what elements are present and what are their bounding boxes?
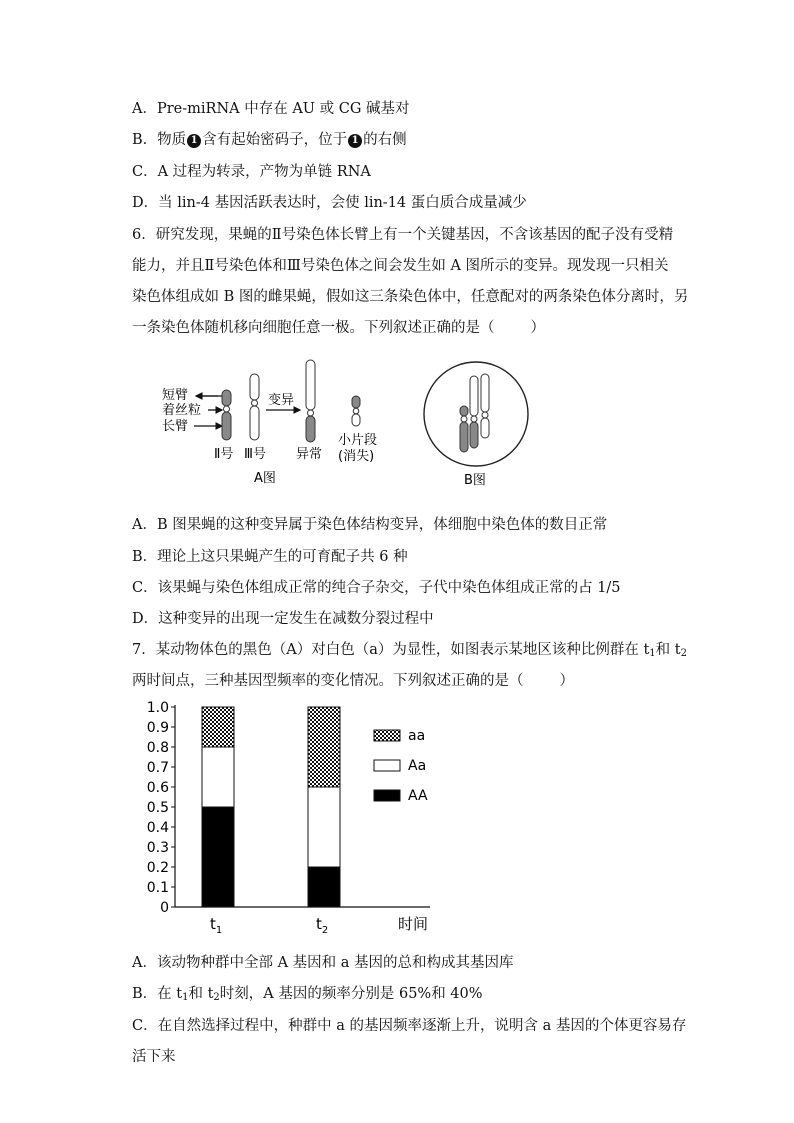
q6-option-a: A．B 图果蝇的这种变异属于染色体结构变异，体细胞中染色体的数目正常 <box>132 517 608 533</box>
q7-stem-line2-text: 两时间点，三种基因型频率的变化情况。下列叙述正确的是（ <box>132 673 524 689</box>
q5-option-b-part2: 含有起始密码子，位于 <box>202 132 348 148</box>
q7-option-b <box>132 982 483 1003</box>
legend-swatch-AA <box>374 790 400 801</box>
q7-stem-part2: 和 t <box>655 642 681 658</box>
q7-stem-line2 <box>132 669 574 690</box>
q6-stem-line4-text: 一条染色体随机移向细胞任意一极。下列叙述正确的是（ <box>132 320 495 336</box>
chromosome-abnormal <box>306 360 315 442</box>
label-lost: (消失) <box>338 449 375 464</box>
subscript-1: 1 <box>649 648 656 659</box>
y-tick-label: 0.2 <box>146 860 169 876</box>
q5-option-b-part1: B．物质 <box>132 132 187 148</box>
q6-stem-line4 <box>132 316 545 337</box>
q6-stem-line1: 6．研究发现，果蝇的Ⅱ号染色体长臂上有一个关键基因，不含该基因的配子没有受精 <box>132 227 674 243</box>
figure-a-chromosome-translocation <box>150 352 390 492</box>
bar-aa-t1 <box>202 707 234 747</box>
label-centromere: 着丝粒 <box>162 403 202 418</box>
x-axis-label: 时间 <box>398 915 429 933</box>
legend-swatch-aa <box>374 730 400 741</box>
x-tick-label: $t_2$ <box>316 915 329 936</box>
y-tick-label: 0.8 <box>146 740 169 756</box>
figure-b-caption: B图 <box>464 473 486 488</box>
q5-option-c: C．A 过程为转录，产物为单链 RNA <box>132 164 371 180</box>
label-abnormal: 异常 <box>296 447 323 462</box>
legend-label-AA: AA <box>408 788 428 804</box>
y-tick-label: 0.1 <box>146 880 169 896</box>
y-tick-label: 0.7 <box>146 760 169 776</box>
label-chr2: Ⅱ号 <box>214 447 234 462</box>
y-tick-label: 0.6 <box>146 780 169 796</box>
circled-number-icon: 1 <box>348 134 362 148</box>
figure-b-cell <box>420 360 540 490</box>
y-tick-label: 0 <box>160 900 169 916</box>
label-mutation: 变异 <box>268 393 295 408</box>
label-small-fragment: 小片段 <box>338 433 378 448</box>
y-tick-label: 0.3 <box>146 840 169 856</box>
bar-aa-t2 <box>308 707 340 787</box>
q7-stem-part1: 7．某动物体色的黑色（A）对白色（a）为显性，如图表示某地区该种比例群在 t <box>132 642 650 658</box>
q6-option-b: B．理论上这只果蝇产生的可育配子共 6 种 <box>132 549 408 565</box>
q6-stem-line2: 能力，并且Ⅱ号染色体和Ⅲ号染色体之间会发生如 A 图所示的变异。现发现一只相关 <box>132 258 669 274</box>
bar-AA-t1 <box>202 807 234 907</box>
y-tick-label: 0.4 <box>146 820 169 836</box>
label-long-arm: 长臂 <box>162 419 189 434</box>
q5-option-d: D．当 lin-4 基因活跃表达时，会使 lin-14 蛋白质合成量减少 <box>132 195 527 211</box>
subscript-2: 2 <box>213 992 220 1003</box>
figure-a-caption: A图 <box>254 471 276 486</box>
genotype-frequency-chart <box>130 695 450 940</box>
q7-option-c-line1: C．在自然选择过程中，种群中 a 的基因频率逐渐上升，说明含 a 基因的个体更容易存 <box>132 1018 687 1034</box>
q6-option-d: D．这种变异的出现一定发生在减数分裂过程中 <box>132 611 434 627</box>
bar-AA-t2 <box>308 867 340 907</box>
subscript-1: 1 <box>182 992 189 1003</box>
q7-option-a: A．该动物种群中全部 A 基因和 a 基因的总和构成其基因库 <box>132 955 514 971</box>
subscript-2: 2 <box>680 648 687 659</box>
legend-label-aa: aa <box>408 728 426 744</box>
q6-stem-line3: 染色体组成如 B 图的雌果蝇，假如这三条染色体中，任意配对的两条染色体分离时，另 <box>132 289 689 305</box>
q6-stem-paren-close: ） <box>530 320 545 336</box>
q7-stem-paren-close: ） <box>559 673 574 689</box>
bar-Aa-t1 <box>202 747 234 807</box>
q7-option-b-part2: 和 t <box>188 986 214 1002</box>
q5-option-b-part3: 的右侧 <box>363 132 407 148</box>
q5-option-b <box>132 128 407 149</box>
chromosome-ii <box>222 390 231 440</box>
chromosome-iii <box>250 374 259 440</box>
q5-option-a: A．Pre-miRNA 中存在 AU 或 CG 碱基对 <box>132 101 410 117</box>
legend-swatch-Aa <box>374 760 400 771</box>
legend-label-Aa: Aa <box>408 758 427 774</box>
q7-stem-line1 <box>132 638 687 659</box>
label-short-arm: 短臂 <box>162 388 189 403</box>
small-fragment <box>352 396 360 426</box>
bar-Aa-t2 <box>308 787 340 867</box>
y-tick-label: 0.9 <box>146 720 169 736</box>
y-tick-label: 1.0 <box>146 700 169 716</box>
q6-option-c: C．该果蝇与染色体组成正常的纯合子杂交，子代中染色体组成正常的占 1/5 <box>132 580 621 596</box>
q7-option-b-part1: B．在 t <box>132 986 183 1002</box>
label-chr3: Ⅲ号 <box>244 447 266 462</box>
q7-option-c-line2: 活下来 <box>132 1049 176 1065</box>
y-tick-label: 0.5 <box>146 800 169 816</box>
q7-option-b-part3: 时刻，A 基因的频率分别是 65%和 40% <box>219 986 483 1002</box>
circled-number-icon: 1 <box>187 134 201 148</box>
x-tick-label: $t_1$ <box>210 915 223 936</box>
